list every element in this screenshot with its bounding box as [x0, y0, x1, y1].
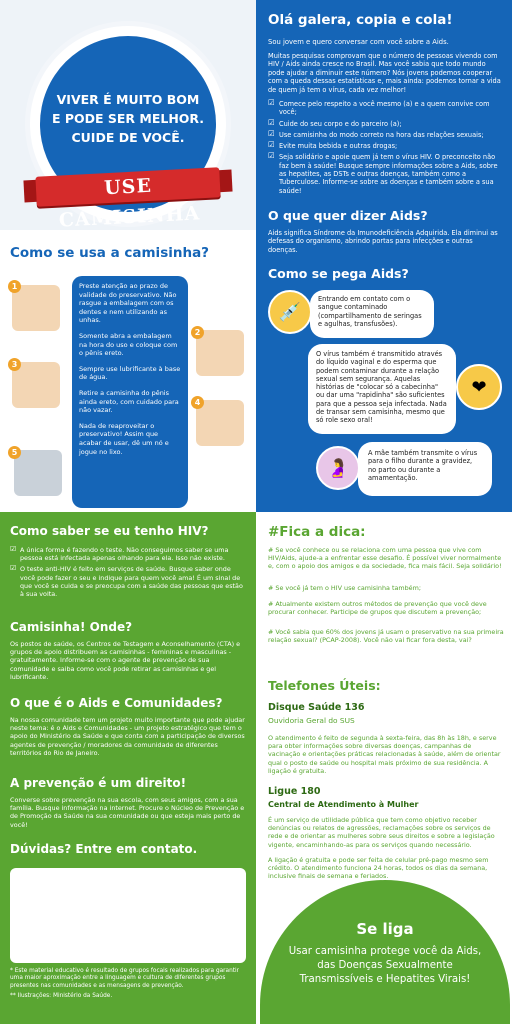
- tip-item: ☑ Evite muita bebida e outras drogas;: [268, 142, 504, 150]
- step-2-illustration: [196, 330, 244, 376]
- hero-slogan: [48, 90, 208, 147]
- step-4-text: Retire a camisinha do pênis ainda ereto, com cuidado para não vazar.: [79, 388, 179, 415]
- step-1-illustration: [12, 285, 60, 331]
- ola-paragraph: Muitas pesquisas comprovam que o número de pessoas vivendo com HIV / Aids ainda cresce no Brasil. Mas você sabia que todo mundo pode ajudar a diminuir este número? Nós jovens podemos cooperar com a queda dessas estatísticas e, mais ainda: podemos tornar a vida de quem já tem o vírus, cada vez melhor!: [268, 52, 501, 94]
- transmission-sex-bubble: O vírus também é transmitido através do líquido vaginal e do esperma que podem contaminar durante a relação sexual sem segurança. Aquelas histórias de "colocar só a cabecinha" ou dar uma "rapidinha" são suficientes para que a pessoa seja infectada. Nada de transar sem camisinha, mesmo que só role sexo oral!: [308, 344, 456, 434]
- comunidades-title: O que é o Aids e Comunidades?: [10, 696, 223, 710]
- footnote-1: * Este material educativo é resultado de grupos focais realizados para garantir uma maior aproximação entre a linguagem e cultura de diferentes grupos presentes nas comunidades e as mensagens de prevenção.: [10, 968, 240, 989]
- step-3-number: 3: [8, 358, 21, 371]
- como-pega-title: Como se pega Aids?: [268, 266, 409, 281]
- transmission-mother-bubble: A mãe também transmite o vírus para o filho durante a gravidez, no parto ou durante a amamentação.: [358, 442, 492, 496]
- aids-title: O que quer dizer Aids?: [268, 208, 428, 223]
- ligue-180-text: É um serviço de utilidade pública que tem como objetivo receber denúncias ou relatos de agressões, reclamações sobre os serviços de rede e de orientar as mulheres sobre seus direitos e sobre a legislação vigente, encaminhando-as para os serviços quando necessário.: [268, 816, 495, 849]
- ola-title: Olá galera, copia e cola!: [268, 12, 453, 28]
- step-3-text: Sempre use lubrificante à base de água.: [79, 364, 181, 382]
- tips-list: [268, 100, 504, 198]
- hiv-title: Como saber se eu tenho HIV?: [10, 524, 209, 538]
- transmission-blood-bubble: Entrando em contato com o sangue contaminado (compartilhamento de seringas e agulhas, transfusões).: [310, 290, 434, 338]
- tip-item: ☑ Comece pelo respeito a você mesmo (a) e a quem convive com você;: [268, 100, 504, 117]
- disque-saude-title: Disque Saúde 136: [268, 702, 365, 713]
- slogan-line-2: E PODE SER MELHOR.: [51, 111, 205, 126]
- disque-saude-text: O atendimento é feito de segunda à sexta-feira, das 8h às 18h, e serve para obter informações sobre diversas doenças, campanhas de vacinação e orientações práticas relacionadas à saúde, além de orientar qual o posto de saúde ou hospital mais próximo de sua residência. A ligação é gratuita.: [268, 734, 501, 775]
- instructions-panel: [72, 276, 188, 508]
- contact-box: [10, 868, 246, 963]
- tip-item: ☑ Seja solidário e apoie quem já tem o vírus HIV. O preconceito não faz bem à saúde! Busque sempre informações sobre a Aids, sobre as hepatites, as DSTs e outras doenças, também como a Tuberculose. Informe-se sobre as doenças e também sobre a sua saúde!: [268, 153, 504, 194]
- slogan-line-1: VIVER É MUITO BOM: [56, 92, 200, 107]
- telefones-title: Telefones Úteis:: [268, 678, 381, 693]
- comunidades-text: Na nossa comunidade tem um projeto muito importante que pode ajudar neste tema: é o Aids e Comunidades - um projeto estratégico que tem o apoio do Ministério da Saúde e que conta com a participação de diversos agentes de prevenção / moradores da comunidade de diferentes territórios do Rio de Janeiro.: [10, 716, 245, 757]
- use-camisinha-ribbon: USE CAMISINHA: [35, 167, 220, 207]
- hiv-item: ☑ A única forma é fazendo o teste. Não conseguimos saber se uma pessoa está infectada apenas olhando para ela. Isso não existe.: [10, 546, 246, 562]
- hiv-list: [10, 546, 246, 601]
- ligue-180-text-2: A ligação é gratuita e pode ser feita de celular pré-pago mesmo sem crédito. O atendimento funciona 24 horas, todos os dias da semana, inclusive finais de semana e feriados.: [268, 856, 489, 881]
- tip-item: ☑ Cuide do seu corpo e do parceiro (a);: [268, 120, 504, 128]
- prevencao-text: Converse sobre prevenção na sua escola, com seus amigos, com a sua família. Busque informação na internet. Procure o Núcleo de Prevenção e de Promoção da Saúde na sua comunidade ou que esteja mais perto de você!: [10, 796, 245, 829]
- pregnant-woman-icon: 🤰: [316, 446, 360, 490]
- step-1-text: Preste atenção ao prazo de validade do preservativo. Não rasgue a embalagem com os dentes e nem utilizando as unhas.: [79, 282, 177, 325]
- disque-saude-subtitle: Ouvidoria Geral do SUS: [268, 716, 355, 725]
- como-usa-title: Como se usa a camisinha?: [10, 245, 210, 261]
- prevencao-title: A prevenção é um direito!: [10, 776, 187, 790]
- step-2-text: Somente abra a embalagem na hora do uso e coloque com o pênis ereto.: [79, 331, 178, 358]
- onde-text: Os postos de saúde, os Centros de Testagem e Aconselhamento (CTA) e grupos de apoio distribuem as camisinhas - femininas e masculinas - gratuitamente. Informe-se com o agente de prevenção de sua comunidade e saiba como você pode retirar as camisinhas e gel lubrificante.: [10, 640, 241, 681]
- step-4-illustration: [196, 400, 244, 446]
- slogan-line-3: CUIDE DE VOCÊ.: [71, 130, 185, 145]
- ligue-180-subtitle: Central de Atendimento à Mulher: [268, 800, 419, 809]
- step-5-number: 5: [8, 446, 21, 459]
- se-liga-title: Se liga: [356, 920, 414, 938]
- ligue-180-title: Ligue 180: [268, 786, 321, 797]
- se-liga-text: Usar camisinha protege você da Aids, das Doenças Sexualmente Transmissíveis e Hepatites Virais!: [288, 946, 482, 985]
- ola-subtitle: Sou jovem e quero conversar com você sobre a Aids.: [268, 38, 449, 46]
- footnotes: [10, 968, 246, 1001]
- syringe-icon: 💉: [268, 290, 312, 334]
- footnote-2: ** Ilustrações: Ministério da Saúde.: [10, 993, 113, 1000]
- step-1-number: 1: [8, 280, 21, 293]
- onde-title: Camisinha! Onde?: [10, 620, 133, 634]
- hiv-item: ☑ O teste anti-HIV é feito em serviços de saúde. Busque saber onde você pode fazer o seu e indique para quem você ama! É um sinal de que você se cuida e se preocupa com a saúde das pessoas que estão à sua volta.: [10, 565, 246, 598]
- step-4-number: 4: [191, 396, 204, 409]
- dica-title: #Fica a dica:: [268, 524, 366, 540]
- aids-text: Aids significa Síndrome da Imunodeficiência Adquirida. Ela diminui as defesas do organismo, abrindo portas para infecções e outras doenças.: [268, 229, 498, 254]
- dica-item-2: # Se você já tem o HIV use camisinha também;: [268, 584, 421, 592]
- dica-item-1: # Se você conhece ou se relaciona com uma pessoa que vive com HIV/Aids, ajude-a a enfrentar esse desafio. É possível viver normalmente e, com o apoio dos amigos e da sociedade, fica mais fácil. Seja solidário!: [268, 546, 502, 571]
- dica-item-3: # Atualmente existem outros métodos de prevenção que você deve procurar conhecer. Participe de grupos que discutem a prevenção;: [268, 600, 487, 617]
- tip-item: ☑ Use camisinha do modo correto na hora das relações sexuais;: [268, 131, 504, 139]
- cover-panel: [0, 0, 256, 512]
- couple-icon: ❤: [456, 364, 502, 410]
- step-5-illustration: [14, 450, 62, 496]
- step-5-text: Nada de reaproveitar o preservativo! Assim que acabar de usar, dê um nó e jogue no lixo.: [79, 421, 169, 456]
- duvidas-title: Dúvidas? Entre em contato.: [10, 842, 198, 856]
- step-2-number: 2: [191, 326, 204, 339]
- dica-item-4: # Você sabia que 60% dos jovens já usam o preservativo na sua primeira relação sexual? (PCAP-2008). Você não vai ficar fora desta, vai?: [268, 628, 504, 645]
